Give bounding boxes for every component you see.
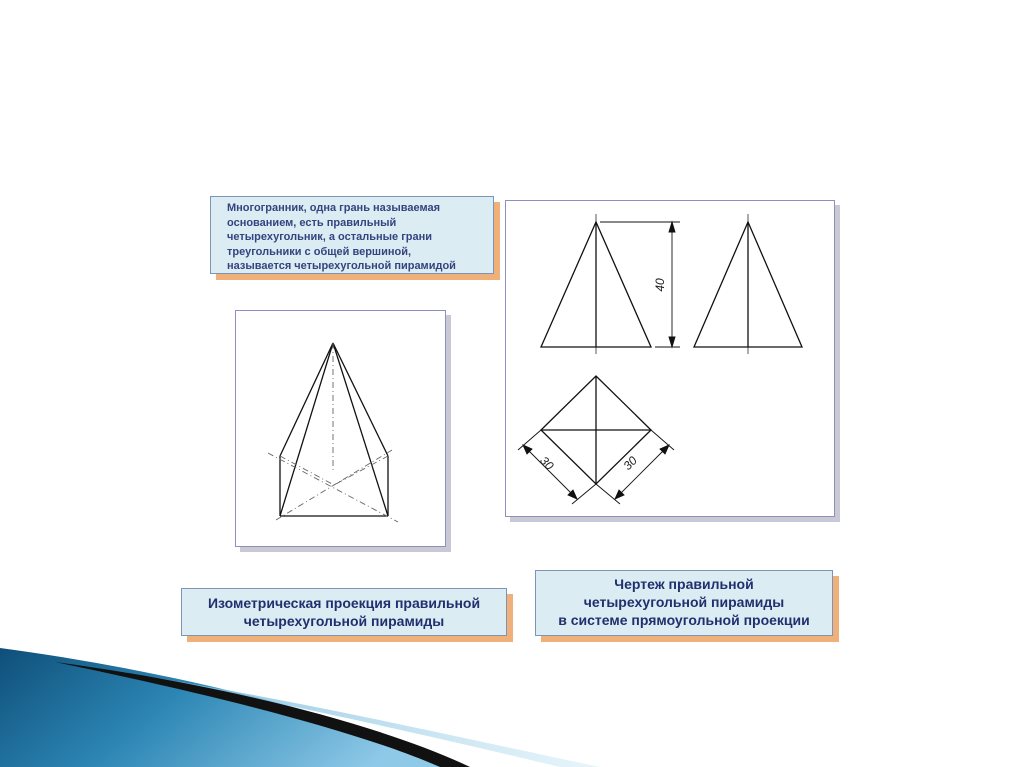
left-side-dimension-label: 30 xyxy=(537,453,557,473)
caption-line: четырехугольной пирамиды xyxy=(243,613,445,629)
right-side-dimension-label: 30 xyxy=(620,453,640,473)
definition-line: Многогранник, одна грань называемая xyxy=(227,202,441,214)
definition-line: четырехугольник, а остальные грани xyxy=(227,231,433,243)
caption-line: четырехугольной пирамиды xyxy=(583,594,785,610)
definition-line: основанием, есть правильный xyxy=(227,216,397,229)
definition-line: называется четырехугольной пирамидой xyxy=(227,260,456,272)
caption-line: в системе прямоугольной проекции xyxy=(558,612,810,628)
height-dimension-label: 40 xyxy=(653,278,667,292)
definition-line: треугольники с общей вершиной, xyxy=(227,245,412,258)
caption-line: Чертеж правильной xyxy=(614,576,754,592)
caption-line: Изометрическая проекция правильной xyxy=(207,595,481,611)
